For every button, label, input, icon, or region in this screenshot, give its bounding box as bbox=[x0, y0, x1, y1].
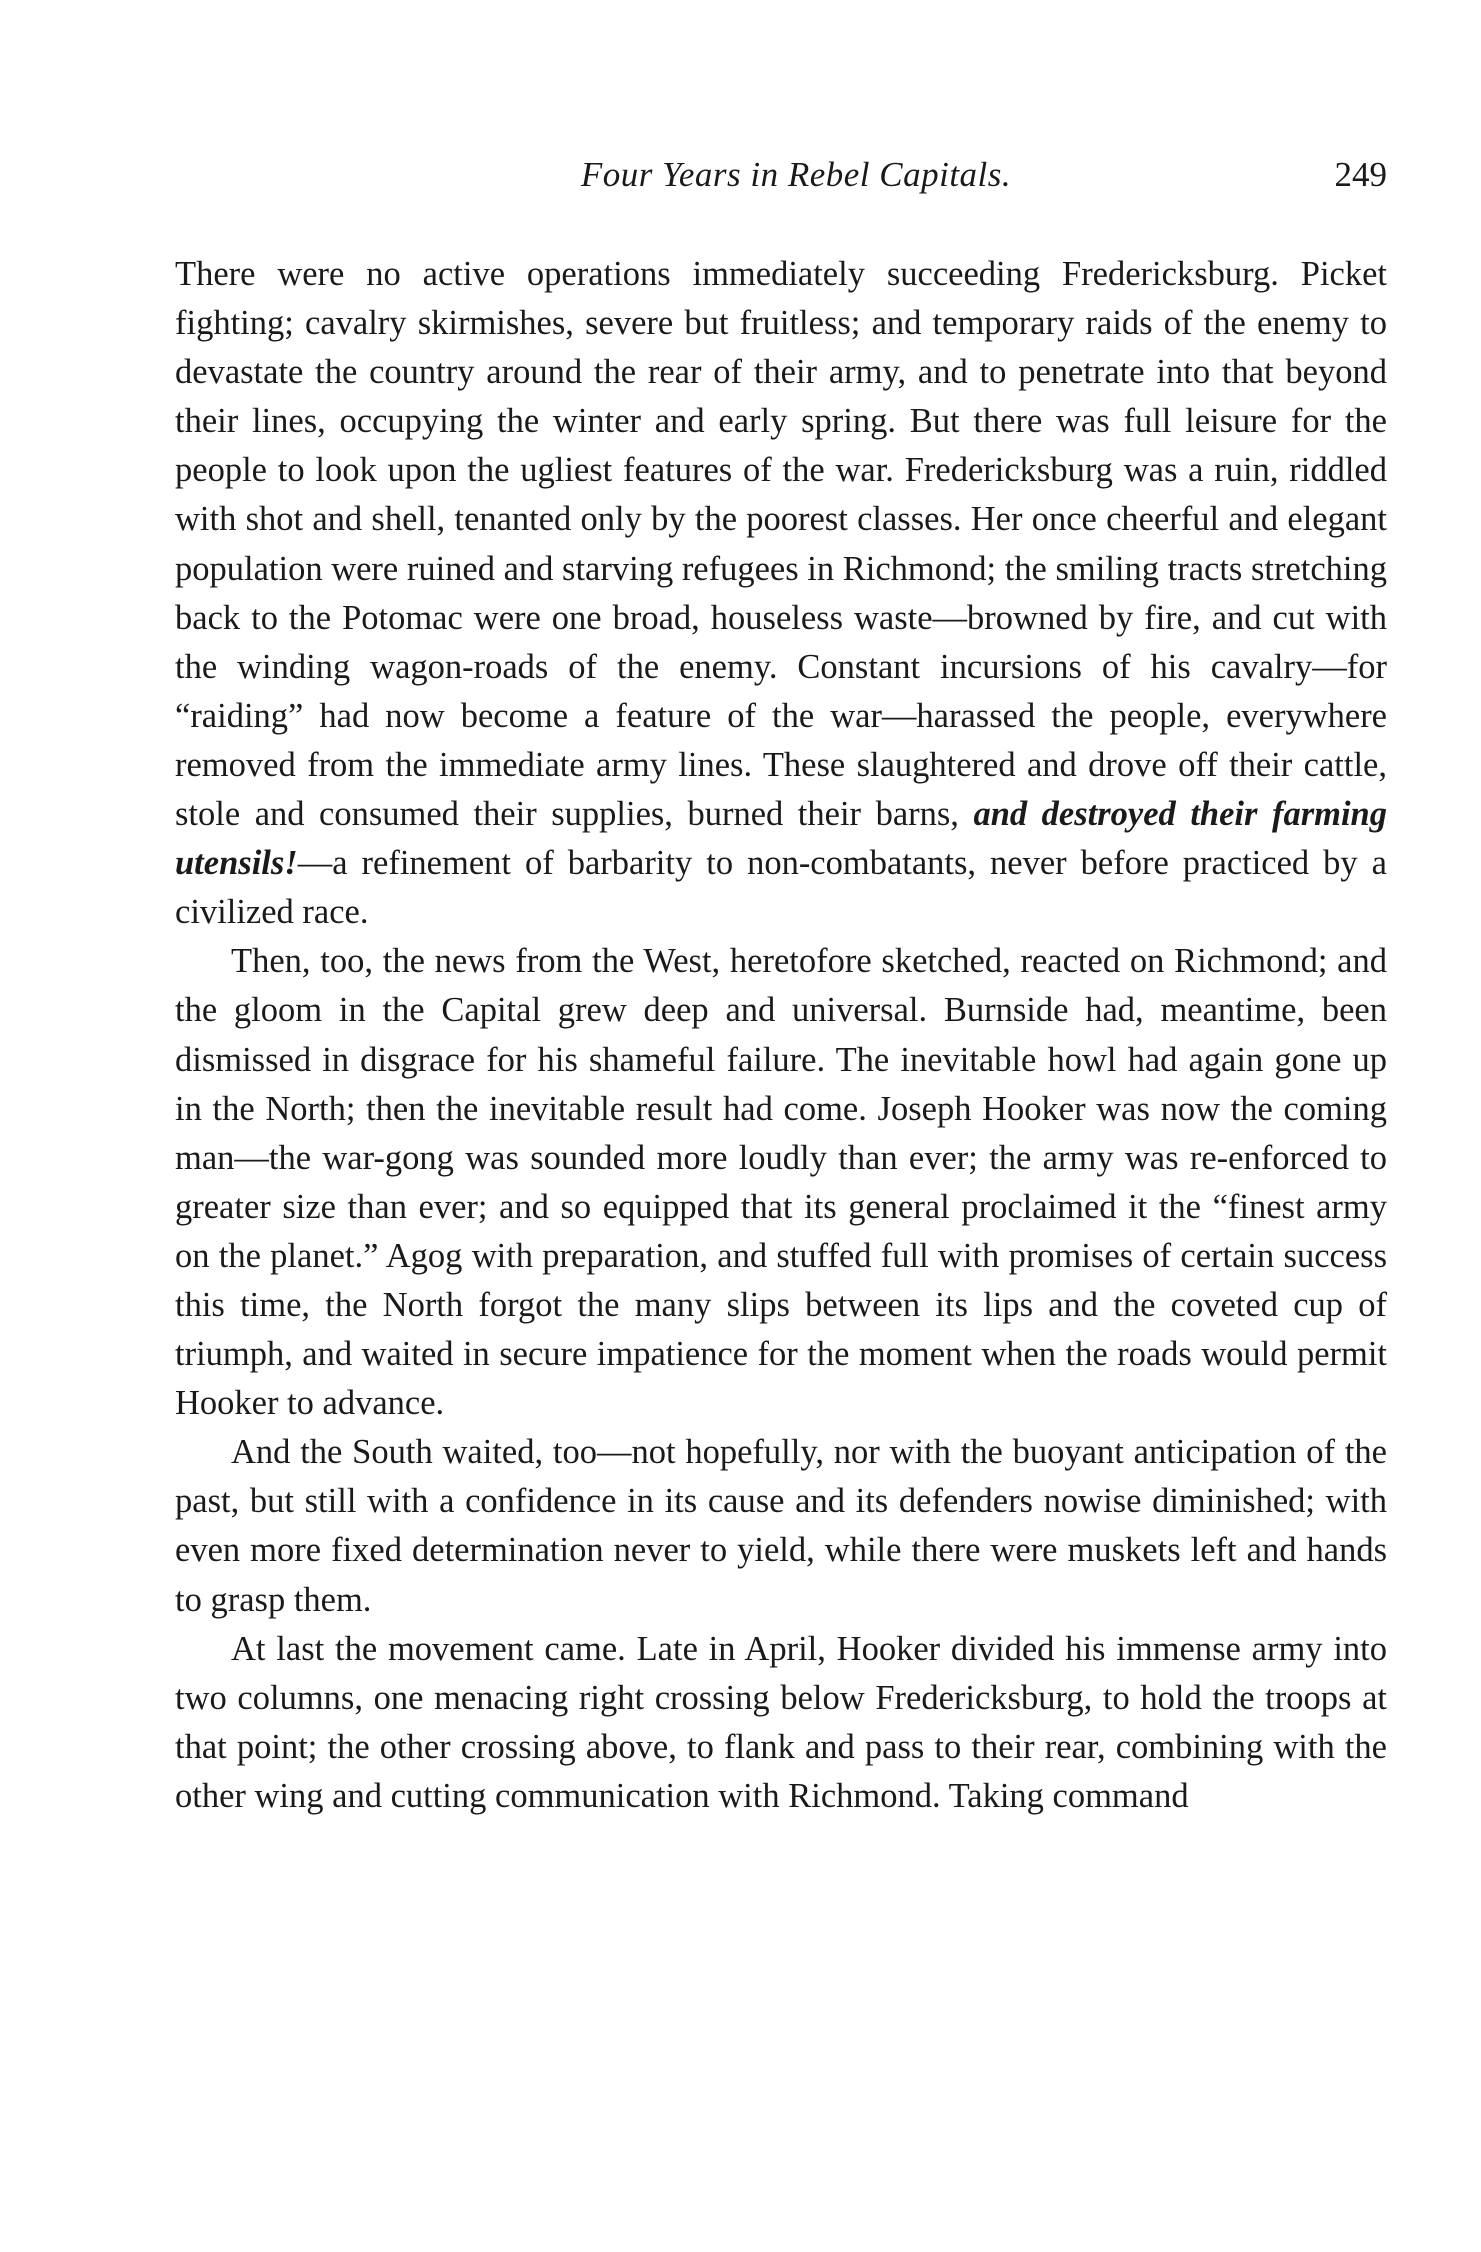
paragraph-4: At last the movement came. Late in April, Hooker divided his immense army into two columns, one menacing right crossing below Fredericksburg, to hold the troops at that point; the other crossing above, to flank and pass to their rear, combining with the other wing and cutting communication with Richmond. Taking command bbox=[175, 1629, 1387, 1815]
paragraph-3: And the South waited, too—not hopefully, nor with the buoyant anticipation of the past, but still with a confidence in its cause and its defenders nowise diminished; with even more fixed determination never to yield, while there were muskets left and hands to grasp them. bbox=[175, 1433, 1387, 1619]
paragraph-1-emphasis: and destroyed their farming utensils! bbox=[175, 795, 1387, 883]
page-number: 249 bbox=[1334, 155, 1387, 194]
paragraph-1 bbox=[175, 250, 1387, 937]
paragraph-2: Then, too, the news from the West, heretofore sketched, reacted on Richmond; and the gloom in the Capital grew deep and universal. Burnside had, meantime, been dismissed in disgrace for his shameful failure. The inevitable howl had again gone up in the North; then the inevitable result had come. Joseph Hooker was now the coming man—the war-gong was sounded more loudly than ever; the army was re-enforced to greater size than ever; and so equipped that its general proclaimed it the “finest army on the planet.” Agog with preparation, and stuffed full with promises of certain success this time, the North forgot the many slips between its lips and the coveted cup of triumph, and waited in secure impatience for the moment when the roads would permit Hooker to advance. bbox=[175, 942, 1387, 1423]
paragraph-1-text-before: There were no active operations immediately succeeding Fredericksburg. Picket fighting; cavalry skirmishes, severe but fruitless; and temporary raids of the enemy to devastate the country around the rear of their army, and to penetrate into that beyond their lines, occupying the winter and early spring. But there was full leisure for the people to look upon the ugliest features of the war. Fredericksburg was a ruin, riddled with shot and shell, tenanted only by the poorest classes. Her once cheerful and elegant population were ruined and starving refugees in Richmond; the smiling tracts stretching back to the Potomac were one broad, houseless waste—browned by fire, and cut with the winding wagon-roads of the enemy. Constant incursions of his cavalry—for “raiding” had now become a feature of the war—harassed the people, everywhere removed from the immediate army lines. These slaughtered and drove off their cattle, stole and consumed their supplies, burned their barns, bbox=[175, 255, 1387, 834]
paragraph-1-text-after: —a refinement of barbarity to non-combatants, never before practiced by a civilized race. bbox=[175, 844, 1387, 932]
running-head bbox=[175, 150, 1387, 200]
running-title: Four Years in Rebel Capitals. bbox=[580, 155, 1012, 194]
body-text bbox=[175, 250, 1387, 1821]
